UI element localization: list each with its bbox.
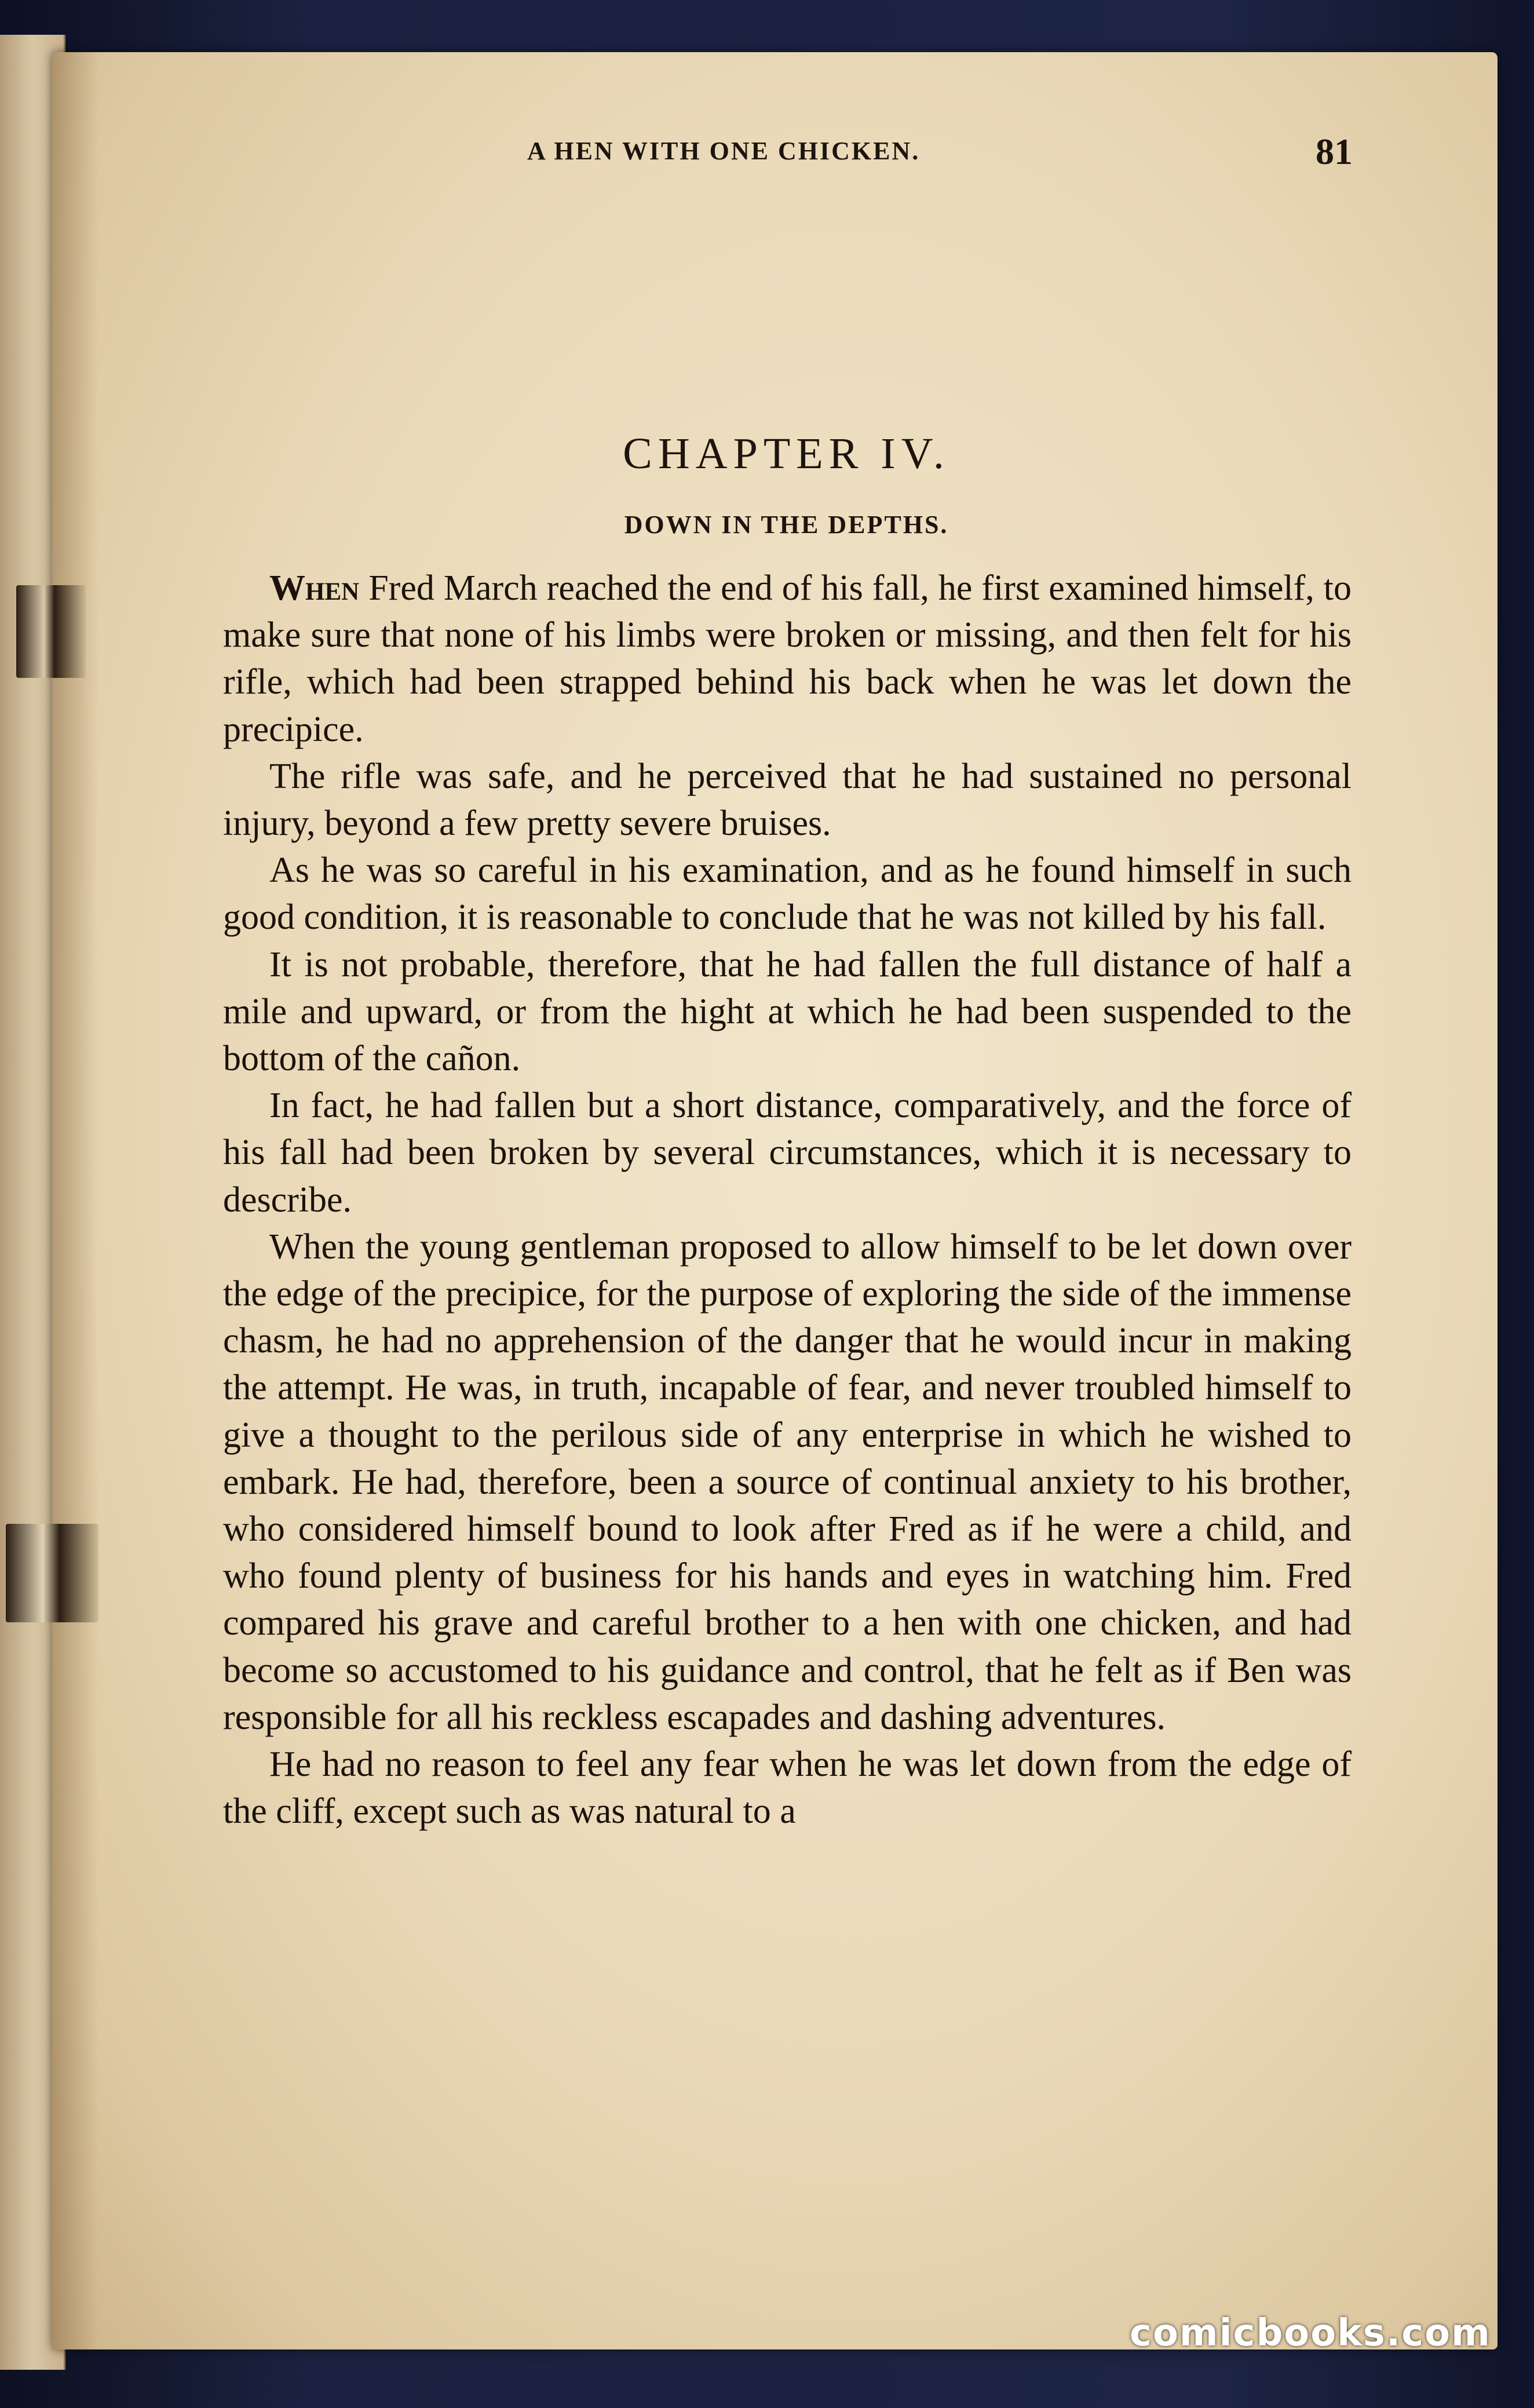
paragraph-text: Fred March reached the end of his fall, he first examined himself, to make sure that none of his limbs were broken or missing, and then felt for his rifle, which had been strapped behind his back when he was let down the precipice. [223, 568, 1352, 749]
paragraph-text: When the young gentleman proposed to allow himself to be let down over the edge of the precipice, for the purpose of exploring the side of the immense chasm, he had no apprehension of the danger that he would incur in making the attempt. He was, in truth, incapable of fear, and never troubled himself to give a thought to the perilous side of any enterprise in which he wished to embark. He had, therefore, been a source of continual anxiety to his brother, who considered himself bound to look after Fred as if he were a child, and who found plenty of business for his hands and eyes in watching him. Fred compared his grave and careful brother to a hen with one chicken, and had become so accustomed to his guidance and control, that he felt as if Ben was responsible for all his reckless escapades and dashing adventures. [223, 1227, 1352, 1737]
chapter-title: CHAPTER IV. [623, 429, 950, 478]
paragraph [223, 1082, 1352, 1224]
paragraph-text: In fact, he had fallen but a short distance, comparatively, and the force of his fall had been broken by several circumstances, which it is necessary to describe. [223, 1086, 1352, 1220]
paragraph [223, 1741, 1352, 1835]
page-number: 81 [1316, 131, 1353, 172]
chapter-subtitle: DOWN IN THE DEPTHS. [624, 510, 949, 539]
paragraph-lead-word: When [269, 568, 360, 608]
paragraph-text: The rifle was safe, and he perceived that he had sustained no personal injury, beyond a few pretty severe bruises. [223, 756, 1352, 844]
running-head [220, 130, 1353, 177]
paragraph [223, 753, 1352, 847]
binding-staple-bottom [6, 1524, 98, 1622]
paragraph-text: As he was so careful in his examination, and as he found himself in such good condition, it is reasonable to conclude that he was not killed by his fall. [223, 851, 1352, 937]
paragraph [223, 942, 1352, 1083]
paragraph-text: He had no reason to feel any fear when he was let down from the edge of the cliff, except such as was natural to a [223, 1745, 1352, 1831]
binding-staple-top [16, 585, 86, 678]
paragraph [223, 1224, 1352, 1741]
paragraph [223, 565, 1352, 753]
running-title: A HEN WITH ONE CHICKEN. [527, 137, 921, 165]
watermark-logo: comicbooks.com [1130, 2312, 1491, 2355]
body-text [223, 565, 1352, 1835]
paragraph [223, 847, 1352, 941]
paragraph-text: It is not probable, therefore, that he had fallen the full distance of half a mile and upward, or from the hight at which he had been suspended to the bottom of the cañon. [223, 944, 1352, 1079]
